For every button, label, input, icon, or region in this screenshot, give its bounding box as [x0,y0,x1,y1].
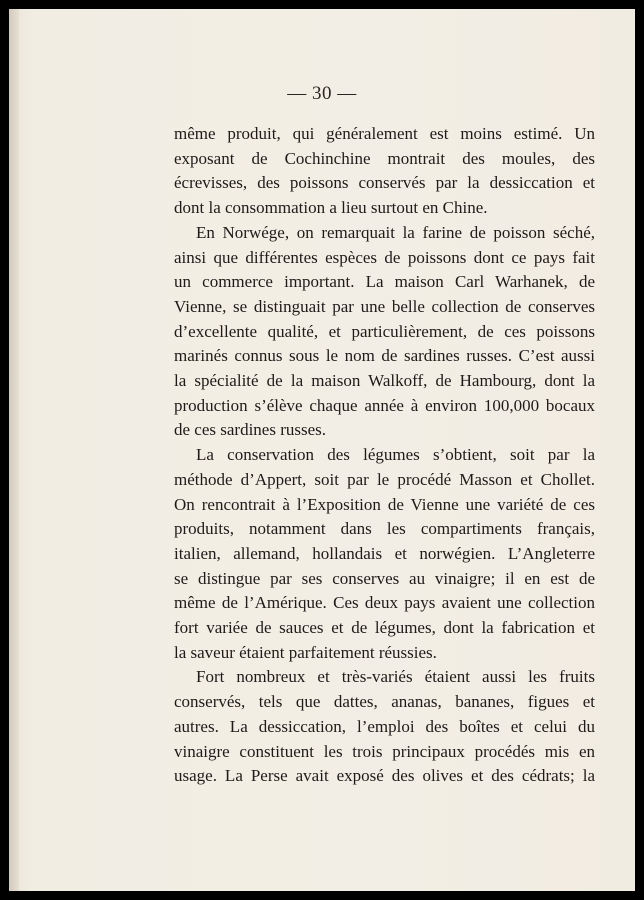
paragraph [174,122,595,221]
page-gutter-shadow [9,9,19,891]
text-line: produits, notamment dans les compartiments français, [174,519,595,539]
paragraph [174,665,595,789]
text-line: exposant de Cochinchine montrait des moules, des [174,148,595,168]
text-line: conservés, tels que dattes, ananas, bananes, figues et [174,692,595,712]
text-line: la saveur étaient parfaitement réussies. [174,642,437,662]
text-line: même produit, qui généralement est moins estimé. Un [174,124,595,143]
text-line: marinés connus sous le nom de sardines russes. C’est aussi [174,346,595,366]
text-line: écrevisses, des poissons conservés par la dessiccation et [174,173,595,193]
text-line: usage. La Perse avait exposé des olives et des cédrats; la [174,766,595,786]
text-line: un commerce important. La maison Carl Warhanek, de [174,272,595,292]
text-line: En Norwége, on remarquait la farine de poisson séché, [196,222,595,242]
text-line: La conservation des légumes s’obtient, soit par la [196,445,595,465]
body-text [174,122,595,789]
text-line: d’excellente qualité, et particulièrement, de ces poissons [174,321,595,341]
text-line: italien, allemand, hollandais et norwégien. L’Angleterre [174,543,595,563]
paragraph [174,221,595,443]
text-line: autres. La dessiccation, l’emploi des boîtes et celui du [174,716,595,736]
text-line: la spécialité de la maison Walkoff, de Hambourg, dont la [174,371,595,391]
page-number: — 30 — [287,83,357,104]
text-line: production s’élève chaque année à environ 100,000 bocaux [174,395,595,415]
text-line: se distingue par ses conserves au vinaigre; il en est de [174,568,595,588]
text-line: Vienne, se distinguait par une belle collection de conserves [174,296,595,316]
text-line: méthode d’Appert, soit par le procédé Masson et Chollet. [174,469,595,489]
text-line: vinaigre constituent les trois principaux procédés mis en [174,741,595,761]
text-line: On rencontrait à l’Exposition de Vienne une variété de ces [174,494,595,514]
text-line: fort variée de sauces et de légumes, dont la fabrication et [174,618,595,638]
text-line: de ces sardines russes. [174,420,327,440]
book-page [9,9,635,891]
text-line: ainsi que différentes espèces de poissons dont ce pays fait [174,247,595,267]
text-line: même de l’Amérique. Ces deux pays avaient une collection [174,593,595,613]
text-line: Fort nombreux et très-variés étaient aussi les fruits [196,667,595,687]
text-line: dont la consommation a lieu surtout en Chine. [174,198,488,218]
paragraph [174,443,595,665]
